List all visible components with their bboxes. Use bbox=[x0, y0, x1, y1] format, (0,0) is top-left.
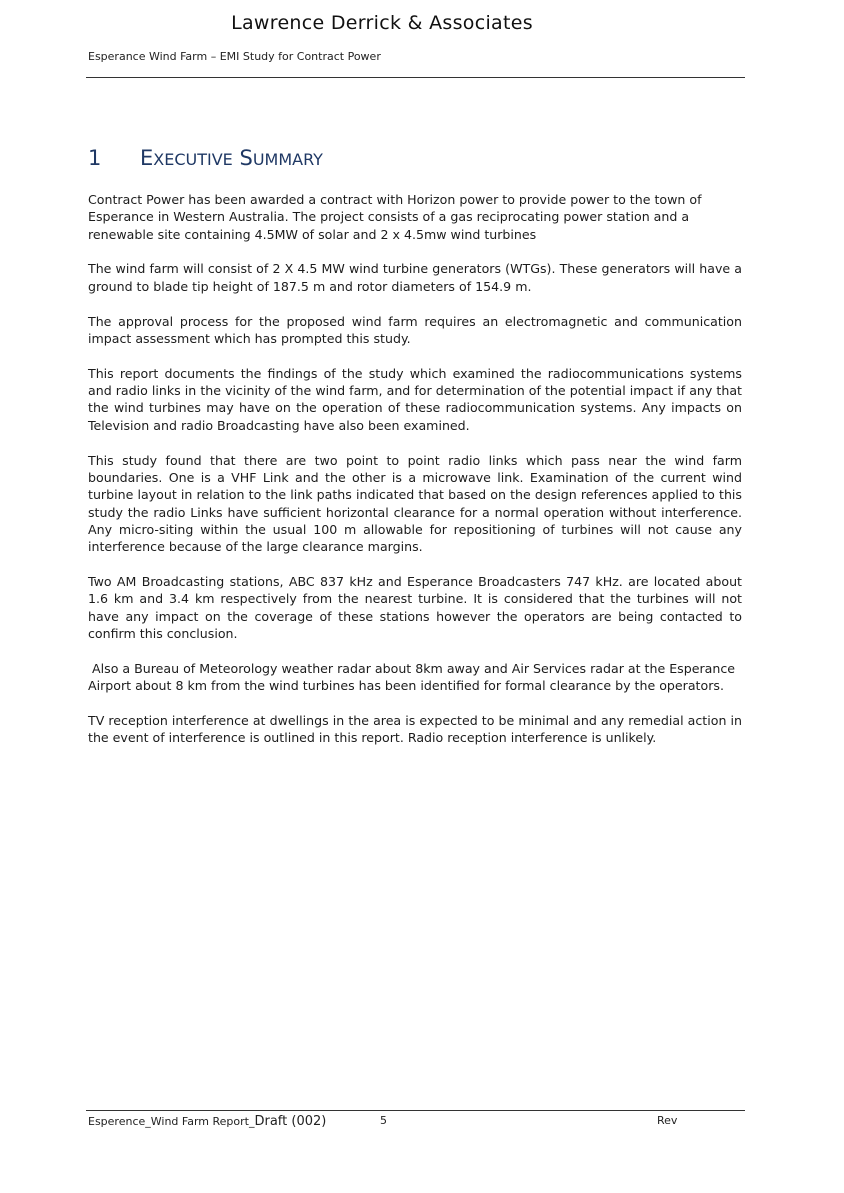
footer-doc-suffix: Draft (002) bbox=[254, 1114, 327, 1129]
footer-document-name bbox=[88, 1114, 326, 1129]
paragraph-report: This report documents the findings of the study which examined the radiocommunications systems and radio links in the vicinity of the wind farm, and for determination of the potential impact if any that the wind turbines may have on the operation of these radiocommunication systems. Any impacts on Television and radio Broadcasting have also been examined. bbox=[88, 365, 742, 433]
section-number: 1 bbox=[88, 146, 102, 170]
paragraph-links: This study found that there are two point to point radio links which pass near the wind farm boundaries. One is a VHF Link and the other is a microwave link. Examination of the current wind turbine layout in relation to the link paths indicated that based on the design references applied to this study the radio Links have sufficient horizontal clearance for a normal operation without interference. Any micro-siting within the usual 100 m allowable for repositioning of turbines will not cause any interference because of the large clearance margins. bbox=[88, 452, 742, 555]
section-title bbox=[140, 146, 323, 170]
paragraph-intro: Contract Power has been awarded a contract with Horizon power to provide power to the town of Esperance in Western Australia. The project consists of a gas reciprocating power station and a renewable site containing 4.5MW of solar and 2 x 4.5mw wind turbines bbox=[88, 192, 702, 242]
paragraph-approval: The approval process for the proposed wind farm requires an electromagnetic and communication impact assessment which has prompted this study. bbox=[88, 313, 742, 346]
footer-page-number: 5 bbox=[380, 1114, 387, 1127]
document-subtitle: Esperance Wind Farm – EMI Study for Contract Power bbox=[88, 50, 381, 63]
paragraph-am: Two AM Broadcasting stations, ABC 837 kHz and Esperance Broadcasters 747 kHz. are located about 1.6 km and 3.4 km respectively from the nearest turbine. It is considered that the turbines will not have any impact on the coverage of these stations however the operators are being contacted to confirm this conclusion. bbox=[88, 574, 742, 641]
footer-divider bbox=[86, 1110, 745, 1111]
footer-doc-prefix: Esperence_Wind Farm Report_ bbox=[88, 1115, 255, 1128]
company-name: Lawrence Derrick & Associates bbox=[231, 12, 533, 34]
body-content bbox=[88, 191, 742, 764]
section-title-s-rest: UMMARY bbox=[252, 150, 323, 169]
paragraph-tv: TV reception interference at dwellings in the area is expected to be minimal and any remedial action in the event of interference is outlined in this report. Radio reception interference is unlikely. bbox=[88, 712, 742, 746]
footer-revision: Rev bbox=[657, 1114, 678, 1127]
section-title-e-rest: XECUTIVE bbox=[153, 150, 233, 169]
paragraph-wtg: The wind farm will consist of 2 X 4.5 MW wind turbine generators (WTGs). These generators will have a ground to blade tip height of 187.5 m and rotor diameters of 154.9 m. bbox=[88, 261, 742, 294]
paragraph-radar: Also a Bureau of Meteorology weather radar about 8km away and Air Services radar at the Esperance Airport about 8 km from the wind turbines has been identified for formal clearance by the operators. bbox=[88, 660, 740, 694]
header-divider bbox=[86, 77, 745, 78]
section-title-e-cap: E bbox=[140, 146, 154, 170]
section-title-s-cap: S bbox=[239, 146, 253, 170]
section-heading bbox=[88, 146, 323, 170]
